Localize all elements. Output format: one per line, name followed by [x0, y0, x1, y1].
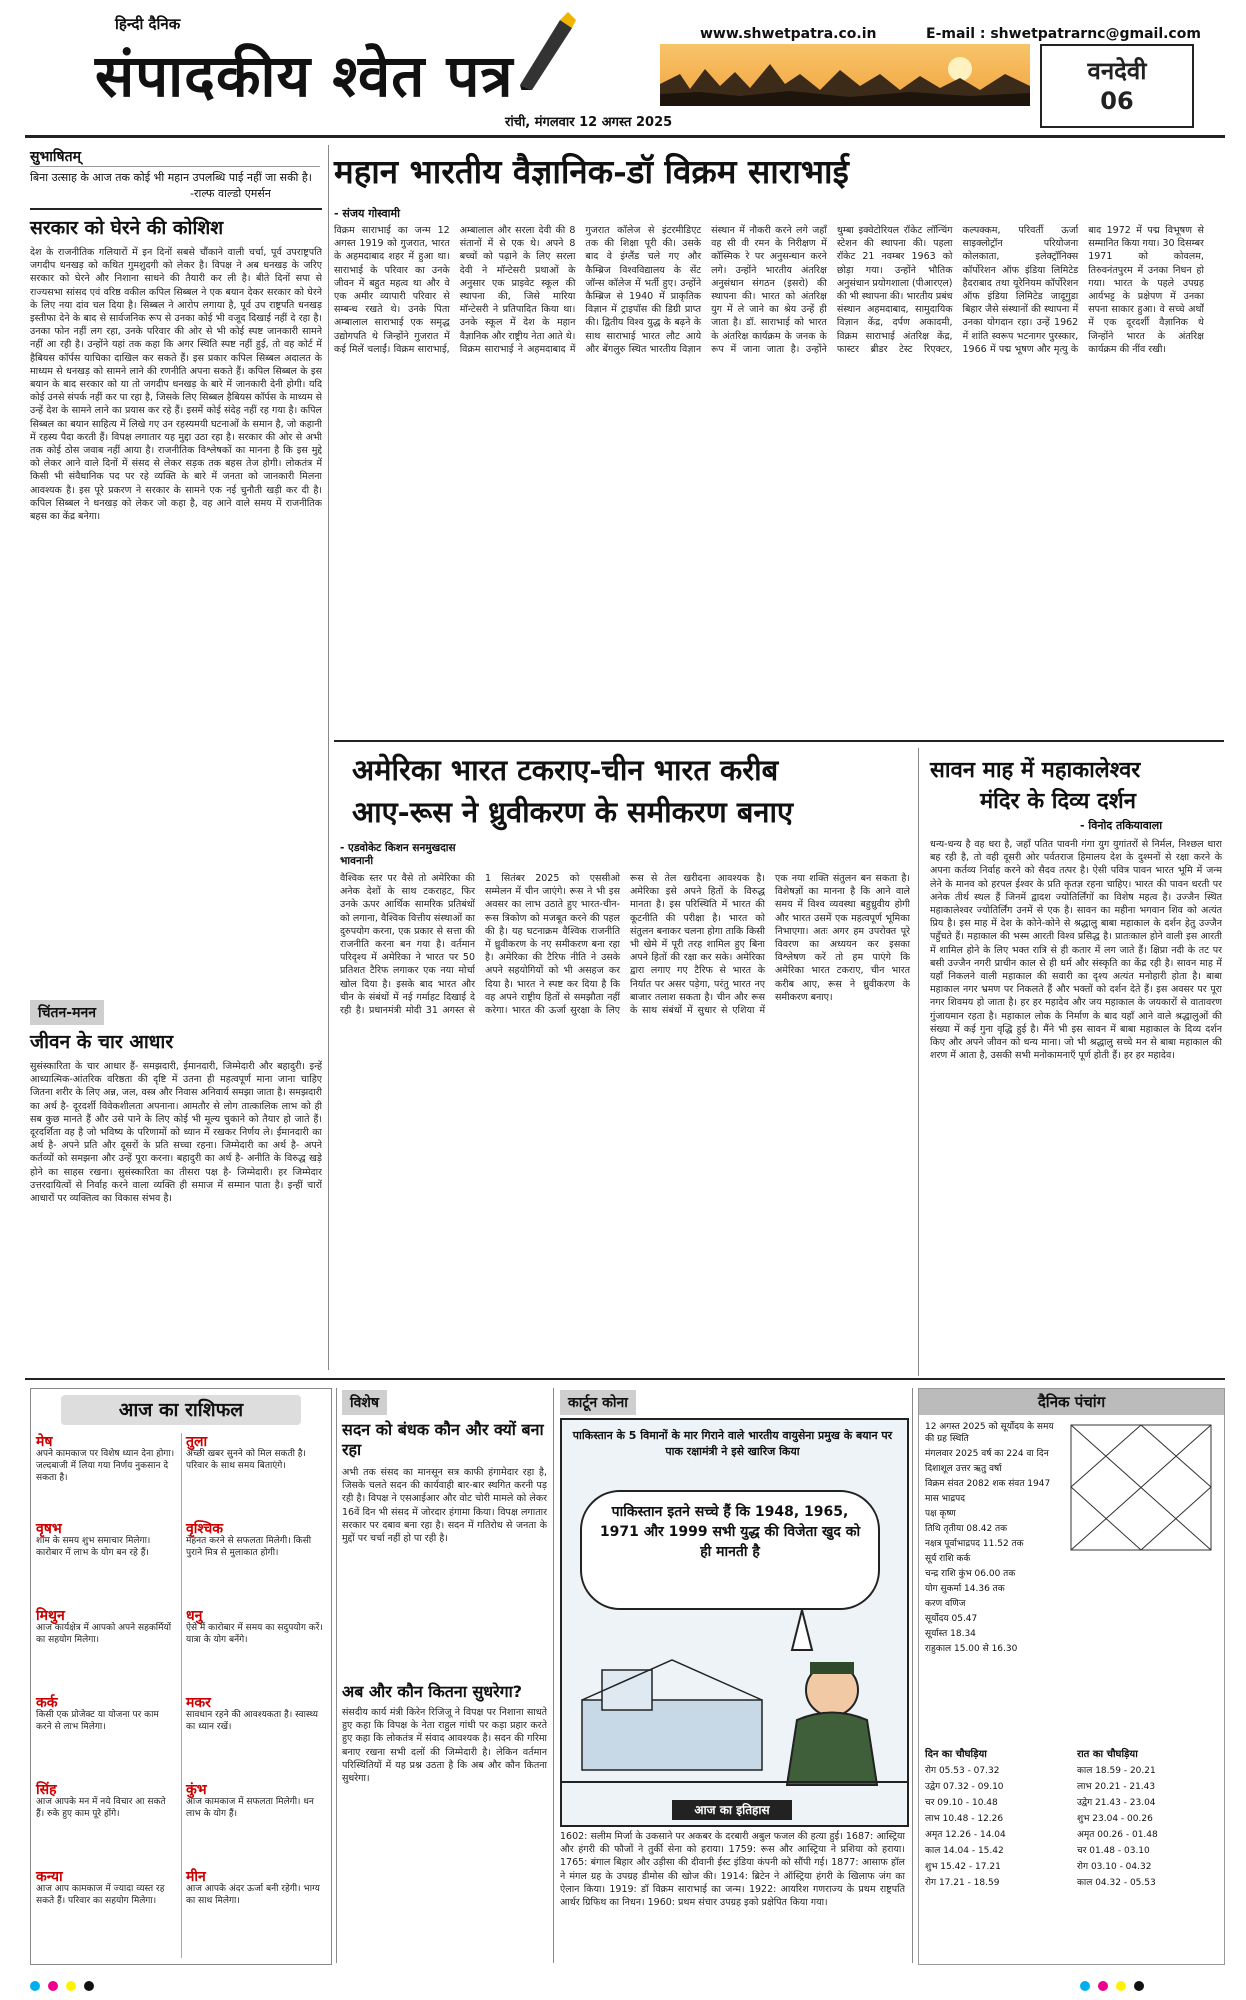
- article-title-jeevan: जीवन के चार आधार: [30, 1031, 174, 1053]
- rashi-name: मीन: [186, 1869, 206, 1885]
- rashi-item: [186, 1436, 326, 1472]
- rashi-name: कर्क: [36, 1695, 58, 1711]
- choghadiya-row: रोग 05.53 - 07.32: [925, 1766, 1000, 1776]
- registration-dot: [48, 1981, 58, 1991]
- subhashit-title: सुभाषितम्: [30, 149, 82, 165]
- page-number: 06: [1100, 87, 1134, 115]
- second-article-byline: - एडवोकेट किशन सनमुखदास भावनानी: [340, 842, 456, 867]
- panchang-line: तिथि तृतीया 08.42 तक: [925, 1524, 1008, 1534]
- rashi-name: मिथुन: [36, 1608, 65, 1624]
- rashi-text: किसी एक प्रोजेक्ट या योजना पर काम करने से लाभ मिलेगा।: [36, 1710, 159, 1732]
- panchang-line: मास भाद्रपद: [925, 1494, 965, 1504]
- panchang-line: योग सुकर्मा 14.36 तक: [925, 1584, 1005, 1594]
- registration-dot: [1098, 1981, 1108, 1991]
- kundli-chart: [1069, 1423, 1214, 1553]
- day-choghadiya-list: [925, 1765, 1070, 1893]
- second-article-title-line1: अमेरिका भारत टकराए-चीन भारत करीब: [352, 753, 779, 787]
- rashi-name: धनु: [186, 1608, 203, 1624]
- rashi-text: आज कार्यक्षेत्र में आपको अपने सहकर्मियों का सहयोग मिलेगा।: [36, 1623, 172, 1645]
- second-article-title-line2: आए-रूस ने ध्रुवीकरण के समीकरण बनाए: [352, 795, 794, 829]
- panchang-line: पक्ष कृष्ण: [925, 1509, 956, 1519]
- rashi-text: आज आप कामकाज में ज्यादा व्यस्त रह सकते हैं। परिवार का सहयोग मिलेगा।: [36, 1884, 165, 1906]
- main-article-title: महान भारतीय वैज्ञानिक-डॉ विक्रम साराभाई: [334, 152, 849, 191]
- subhashit-text: बिना उत्साह के आज तक कोई भी महान उपलब्धि पाई नहीं जा सकी है।: [30, 171, 312, 184]
- column-divider: [912, 1388, 913, 1963]
- registration-dot: [84, 1981, 94, 1991]
- rashi-item: [186, 1610, 326, 1646]
- cartoon-panel: [560, 1418, 909, 1827]
- website-url[interactable]: www.shwetpatra.co.in: [700, 26, 877, 42]
- choghadiya-row: शुभ 15.42 - 17.21: [925, 1862, 1001, 1872]
- rashifal-title: आज का राशिफल: [61, 1395, 301, 1425]
- night-choghadiya-title: रात का चौघड़िया: [1077, 1749, 1138, 1760]
- registration-dot: [1080, 1981, 1090, 1991]
- main-article-body: विक्रम साराभाई का जन्म 12 अगस्त 1919 को गुजरात, भारत के अहमदाबाद शहर में हुआ था। साराभाई के परिवार का उनके जीवन में बहुत महत्व था और वे एक अमीर व्यापारी परिवार से सम्बन्ध रखते थे। उनके पिता अम्बालाल साराभाई एक समृद्ध उद्योगपति थे जिन्होंने गुजरात में कई मिलें चलाईं। विक्रम साराभाई, अम्बालाल और सरला देवी की 8 संतानों में से एक थे। अपने 8 बच्चों को पढ़ाने के लिए सरला देवी ने मॉन्टेसरी प्रथाओं के अनुसार एक प्राइवेट स्कूल की स्थापना की, जिसे मारिया मॉन्टेसरी ने प्रतिपादित किया था। उनके स्कूल में देश के महान वैज्ञानिक और राष्ट्रीय नेता आते थे। विक्रम साराभाई ने अहमदाबाद में गुजरात कॉलेज से इंटरमीडिएट तक की शिक्षा पूरी की। उसके बाद वे इंग्लैंड चले गए और कैम्ब्रिज विश्वविद्यालय के सेंट जॉन्स कॉलेज में भर्ती हुए। उन्होंने कैम्ब्रिज से 1940 में प्राकृतिक विज्ञान में ट्राइपॉस की डिग्री प्राप्त की। द्वितीय विश्व युद्ध के बढ़ने के साथ साराभाई भारत लौट आये और बेंगलुरु स्थित भारतीय विज्ञान संस्थान में नौकरी करने लगे जहाँ वह सी वी रमन के निरीक्षण में कॉस्मिक रे पर अनुसन्धान करने लगे। उन्होंने भारतीय अंतरिक्ष अनुसंधान संगठन (इसरो) की स्थापना की। भारत को अंतरिक्ष युग में ले जाने का श्रेय उन्हें ही जाता है। डॉ. साराभाई को भारत के अंतरिक्ष कार्यक्रम के जनक के रूप में जाना जाता है। उन्होंने थुम्बा इक्वेटोरियल रॉकेट लॉन्चिंग स्टेशन की स्थापना की। पहला रॉकेट 21 नवम्बर 1963 को छोड़ा गया। उन्होंने भौतिक अनुसंधान प्रयोगशाला (पीआरएल) की भी स्थापना की। भारतीय प्रबंध संस्थान अहमदाबाद, सामुदायिक विज्ञान केंद्र, दर्पण अकादमी, विक्रम साराभाई अंतरिक्ष केंद्र, फास्टर ब्रीडर टेस्ट रिएक्टर, कल्पक्कम, परिवर्ती ऊर्जा साइक्लोट्रॉन परियोजना कोलकाता, इलेक्ट्रॉनिक्स कॉर्पोरेशन ऑफ इंडिया लिमिटेड हैदराबाद तथा यूरेनियम कॉर्पोरेशन ऑफ इंडिया लिमिटेड जादूगुडा बिहार जैसे संस्थानों की स्थापना में उनका योगदान रहा। उन्हें 1962 में शांति स्वरूप भटनागर पुरस्कार, 1966 में पद्म भूषण और मृत्यु के बाद 1972 में पद्म विभूषण से सम्मानित किया गया। 30 दिसम्बर 1971 को कोवलम, तिरुवनंतपुरम में उनका निधन हो गया। भारत के पहले उपग्रह आर्यभट्ट के प्रक्षेपण में उनका सपना साकार हुआ। वे सच्चे अर्थों में एक दूरदर्शी वैज्ञानिक थे जिन्होंने भारत के अंतरिक्ष कार्यक्रम की नींव रखी।: [334, 225, 1204, 355]
- panchang-line: सूर्यास्त 18.34: [925, 1629, 976, 1639]
- panchang-line: विक्रम संवत 2082 शक संवत 1947: [925, 1479, 1051, 1489]
- article-body-jeevan: सुसंस्कारिता के चार आधार हैं- समझदारी, ईमानदारी, जिम्मेदारी और बहादुरी। इन्हें आध्यात्मिक-आंतरिक वरिष्ठता की दृष्टि में उतना ही महत्वपूर्ण माना जाना चाहिए जितना शरीर के लिए अन्न, जल, वस्त्र और निवास अनिवार्य समझा जाता है। समझदारी का अर्थ है- दूरदर्शी विवेकशीलता अपनाना। आमतौर से लोग तात्कालिक लाभ को ही सब कुछ मानते हैं और उसे पाने के लिए कोई भी मूल्य चुकाने को तैयार हो जाते हैं। दूरदर्शिता वह है जो भविष्य के परिणामों को ध्यान में रखकर निर्णय ले। ईमानदारी का अर्थ है- अपने प्रति और दूसरों के प्रति सच्चा रहना। जिम्मेदारी का अर्थ है- अपने कर्तव्यों को समझना और उन्हें पूरा करना। बहादुरी का अर्थ है- अनीति के विरुद्ध खड़े होने का साहस रखना। सुसंस्कारिता का तीसरा पक्ष है- जिम्मेदारी। हर जिम्मेदार उत्तरदायित्वों से निर्वाह करने वाला व्यक्ति ही समाज में सम्मान पाता है। इन्हीं चारों आधारों पर व्यक्तित्व का विकास संभव है।: [30, 1061, 322, 1205]
- rashi-item: [186, 1784, 326, 1820]
- divider: [30, 166, 320, 167]
- rashi-item: [186, 1523, 326, 1559]
- panchang-box: [918, 1388, 1225, 1965]
- column-divider: [553, 1388, 554, 1963]
- panchang-line: दिशाशूल उत्तर ऋतु वर्षा: [925, 1464, 1002, 1474]
- rashi-name: कन्या: [36, 1869, 63, 1885]
- choghadiya-row: चर 01.48 - 03.10: [1077, 1846, 1150, 1856]
- divider: [334, 740, 1224, 742]
- column-divider: [336, 1388, 337, 1963]
- rashi-text: अपने कामकाज पर विशेष ध्यान देना होगा। जल्दबाजी में लिया गया निर्णय नुकसान दे सकता है।: [36, 1449, 175, 1483]
- cartoon-drawing: [562, 1610, 907, 1790]
- cartoon-caption: पाकिस्तान के 5 विमानों के मार गिराने वाले भारतीय वायुसेना प्रमुख के बयान पर पाक रक्षामंत्री ने इसे खारिज किया: [572, 1429, 893, 1458]
- divider: [25, 1378, 1225, 1380]
- panchang-line: चन्द्र राशि कुंभ 06.00 तक: [925, 1569, 1016, 1579]
- rashi-item: [36, 1436, 176, 1484]
- main-article-byline: - संजय गोस्वामी: [334, 207, 400, 220]
- rashi-text: आज आपके अंदर ऊर्जा बनी रहेगी। भाग्य का साथ मिलेगा।: [186, 1884, 320, 1906]
- choghadiya-row: चर 09.10 - 10.48: [925, 1798, 998, 1808]
- third-article-title-line1: सावन माह में महाकालेश्वर: [930, 757, 1141, 783]
- panchang-title: दैनिक पंचांग: [919, 1389, 1224, 1415]
- rashi-text: मेहनत करने से सफलता मिलेगी। किसी पुराने मित्र से मुलाकात होगी।: [186, 1536, 312, 1558]
- page-section-name: वनदेवी: [1087, 57, 1147, 85]
- registration-dot: [1134, 1981, 1144, 1991]
- cartoon-speech-bubble: पाकिस्तान इतने सच्चे हैं कि 1948, 1965, 1971 और 1999 सभी युद्ध की विजेता खुद को ही मानती है: [580, 1490, 880, 1610]
- rashi-text: ऐसे में कारोबार में समय का सदुपयोग करें। यात्रा के योग बनेंगे।: [186, 1623, 323, 1645]
- panchang-lines: [925, 1421, 1065, 1658]
- newspaper-tagline: हिन्दी दैनिक: [115, 15, 181, 33]
- choghadiya-row: काल 18.59 - 20.21: [1077, 1766, 1156, 1776]
- choghadiya-row: रोग 17.21 - 18.59: [925, 1878, 1000, 1888]
- panchang-line: मंगलवार 2025 वर्ष का 224 वा दिन: [925, 1449, 1049, 1459]
- vishesh-tab: विशेष: [342, 1390, 387, 1415]
- cartoon-tab: कार्टून कोना: [560, 1390, 636, 1415]
- choghadiya-row: शुभ 23.04 - 00.26: [1077, 1814, 1153, 1824]
- choghadiya-row: काल 04.32 - 05.53: [1077, 1878, 1156, 1888]
- choghadiya-row: अमृत 00.26 - 01.48: [1077, 1830, 1158, 1840]
- choghadiya-row: उद्वेग 21.43 - 23.04: [1077, 1798, 1156, 1808]
- chintan-tab: चिंतन-मनन: [30, 1000, 104, 1025]
- column-divider: [918, 748, 919, 1376]
- registration-dot: [1116, 1981, 1126, 1991]
- vishesh-body2: संसदीय कार्य मंत्री किरेन रिजिजू ने विपक्ष पर निशाना साधते हुए कहा कि विपक्ष के नेता राहुल गांधी पर कड़ा प्रहार करते हुए कहा कि लोकतंत्र में संवाद आवश्यक है। सदन की गरिमा बनाए रखना सभी दलों की जिम्मेदारी है। लेकिन वर्तमान परिस्थितियों में यह प्रश्न उठता है कि अब और कौन कितना सुधरेगा।: [342, 1707, 547, 1785]
- panchang-line: सूर्योदय 05.47: [925, 1614, 978, 1624]
- rashi-name: मेष: [36, 1434, 53, 1450]
- pen-icon: [510, 10, 580, 90]
- rashi-text: अच्छी खबर सुनने को मिल सकती है। परिवार के साथ समय बिताएंगे।: [186, 1449, 306, 1471]
- rashi-name: कुंभ: [186, 1782, 207, 1798]
- rashi-item: [36, 1697, 176, 1733]
- divider: [30, 208, 322, 210]
- third-article-title-line2: मंदिर के दिव्य दर्शन: [980, 788, 1136, 814]
- rashi-item: [186, 1697, 326, 1733]
- night-choghadiya-list: [1077, 1765, 1222, 1893]
- rashi-item: [36, 1610, 176, 1646]
- column-divider: [181, 1433, 182, 1958]
- day-choghadiya-title: दिन का चौघड़िया: [925, 1749, 987, 1760]
- rashi-item: [186, 1871, 326, 1907]
- header-rule: [25, 135, 1225, 138]
- panchang-line: 12 अगस्त 2025 को सूर्योदय के समय की ग्रह स्थिति: [925, 1422, 1054, 1444]
- rashi-item: [36, 1784, 176, 1820]
- rashi-text: शाम के समय शुभ समाचार मिलेगा। कारोबार में लाभ के योग बन रहे हैं।: [36, 1536, 151, 1558]
- email-address[interactable]: E-mail : shwetpatrarnc@gmail.com: [926, 26, 1201, 42]
- rashi-text: सावधान रहने की आवश्यकता है। स्वास्थ्य का ध्यान रखें।: [186, 1710, 318, 1732]
- panchang-line: करण वणिज: [925, 1599, 966, 1609]
- panchang-line: सूर्य राशि कर्क: [925, 1554, 971, 1564]
- registration-dot: [66, 1981, 76, 1991]
- third-article-byline: - विनोद तकियावाला: [1080, 819, 1163, 832]
- article-body-sarkar: देश के राजनीतिक गलियारों में इन दिनों सबसे चौंकाने वाली चर्चा, पूर्व उपराष्ट्रपति जगदीप धनखड़ को कथित गुमशुदगी को लेकर है। विपक्ष ने अब धनखड़ के जरिए सरकार को घेरने और निशाना साधने की तैयारी कर ली है। बीते दिनों सपा से राज्यसभा सांसद एवं वरिष्ठ वकील कपिल सिब्बल ने एक बयान देकर सरकार को घेरने के लिए नया दांव चल दिया है। सिब्बल ने आरोप लगाया है, पूर्व उप राष्ट्रपति धनखड़ इस्तीफा देने के बाद से सार्वजनिक रूप से उनका कोई भी वजूद दिखाई नहीं दे रहा है। उनका फोन नहीं लग रहा, उनके परिवार की ओर से भी कोई स्पष्ट जानकारी सामने नहीं आ रही है। उन्होंने यहां तक कहा कि अगर स्थिति स्पष्ट नहीं हुई, तो वह कोर्ट में हैबियस कॉर्पस याचिका दाखिल कर सकते हैं। इस प्रकार कपिल सिब्बल अदालत के माध्यम से धनखड़ को सामने लाने की रणनीति अपना सकते हैं। कपिल सिब्बल के इस बयान के बाद सरकार को या तो जगदीप धनखड़ के बारे में जानकारी देनी होगी। यदि कोई उनसे संपर्क नहीं कर पा रहा है, जिसके लिए सिब्बल हैबियस कॉर्पस के माध्यम से उन्हें देश के सामने लाने का प्रयास कर रहे हैं। इसमें कोई संदेह नहीं रह गया है। कपिल सिब्बल का बयान साहित्य में लिखे गए उन रहस्यमयी घटनाओं के समान है, जो कहानी में रहस्य पैदा करती हैं। विपक्ष लगातार यह मुद्दा उठा रहा है। सरकार की ओर से अभी तक कोई ठोस जवाब नहीं आया है। राजनीतिक विश्लेषकों का मानना है कि इस मुद्दे को लेकर आने वाले दिनों में संसद से लेकर सड़क तक बहस तेज होगी। लोकतंत्र में किसी भी संवैधानिक पद पर रहे व्यक्ति के बारे में जनता को जानकारी मिलना आवश्यक है। इस पूरे प्रकरण ने सरकार के सामने एक नई चुनौती खड़ी कर दी है। कपिल सिब्बल ने धनखड़ को लेकर जो कहा है, वह आने वाले समय में राजनीतिक बहस का केंद्र बनेगा।: [30, 247, 322, 523]
- rashi-text: आज आपके मन में नये विचार आ सकते हैं। रुके हुए काम पूरे होंगे।: [36, 1797, 166, 1819]
- vishesh-body1: अभी तक संसद का मानसून सत्र काफी हंगामेदार रहा है, जिसके चलते सदन की कार्यवाही बार-बार स्थगित करनी पड़ रही है। विपक्ष ने एसआईआर और वोट चोरी मामले को लेकर 16वें दिन भी संसद में जोरदार हंगामा किया। विपक्ष लगातार सरकार पर दबाव बना रहा है। सदन में गतिरोध से जनता के मुद्दों पर चर्चा नहीं हो पा रही है।: [342, 1467, 547, 1545]
- panchang-line: नक्षत्र पूर्वाभाद्रपद 11.52 तक: [925, 1539, 1024, 1549]
- panchang-line: राहुकाल 15.00 से 16.30: [925, 1644, 1018, 1654]
- rashi-name: वृषभ: [36, 1521, 62, 1537]
- choghadiya-row: लाभ 20.21 - 21.43: [1077, 1782, 1156, 1792]
- rashi-item: [36, 1871, 176, 1907]
- subhashit-author: -राल्फ वाल्डो एमर्सन: [190, 187, 271, 200]
- rashi-name: सिंह: [36, 1782, 57, 1798]
- history-label: आज का इतिहास: [672, 1800, 792, 1820]
- third-article-body: धन्य-धन्य है वह धरा है, जहाँ पतित पावनी गंगा युग युगांतरों से निर्मल, निश्छल धारा बह रही है, तो वही दूसरी ओर पर्वतराज हिमालय देश के दुश्मनों से रक्षा करने के अपना कर्तव्य निर्वाह करने को सैदव तत्पर है। ऐसी पवित्र पावन भारत भूमि में जन्म लेने के मानव को हरपल ईश्वर के प्रति कृतज्ञ रहना चाहिए। भारत की पावन धरती पर अनेक तीर्थ स्थल हैं जिनमें द्वादश ज्योतिर्लिंगों का विशेष महत्व है। उज्जैन स्थित महाकालेश्वर ज्योतिर्लिंग उनमें से एक है। सावन का महीना भगवान शिव को अत्यंत प्रिय है। इस माह में देश के कोने-कोने से श्रद्धालु बाबा महाकाल के दर्शन हेतु उज्जैन पहुँचते हैं। महाकाल की भस्म आरती विश्व प्रसिद्ध है। प्रातःकाल होने वाली इस आरती में शामिल होने के लिए भक्त रात्रि से ही कतार में लग जाते हैं। क्षिप्रा नदी के तट पर बसी उज्जैन नगरी प्राचीन काल से ही धर्म और संस्कृति का केंद्र रही है। सावन माह में यहाँ निकलने वाली महाकाल की सवारी का दृश्य अत्यंत मनोहारी होता है। बाबा महाकाल नगर भ्रमण पर निकलते हैं और भक्तों को दर्शन देते हैं। इस अवसर पर पूरा नगर शिवमय हो जाता है। हर हर महादेव और जय महाकाल के जयकारों से वातावरण गुंजायमान रहता है। महाकाल लोक के निर्माण के बाद यहाँ आने वाले श्रद्धालुओं की संख्या में कई गुना वृद्धि हुई है। मैंने भी इस सावन में बाबा महाकाल के दिव्य दर्शन किए और अपने जीवन को धन्य माना। जो भी श्रद्धालु सच्चे मन से बाबा महाकाल की शरण में आता है, उसकी सभी मनोकामनाएँ पूर्ण होती हैं। हर हर महादेव।: [930, 839, 1222, 1062]
- choghadiya-row: काल 14.04 - 15.42: [925, 1846, 1004, 1856]
- vishesh-title2: अब और कौन कितना सुधरेगा?: [342, 1682, 523, 1701]
- article-title-sarkar: सरकार को घेरने की कोशिश: [30, 217, 224, 239]
- column-divider: [328, 145, 329, 1370]
- rashi-name: तुला: [186, 1434, 208, 1450]
- registration-dot: [30, 1981, 40, 1991]
- dateline: रांची, मंगलवार 12 अगस्त 2025: [505, 115, 673, 130]
- rashi-item: [36, 1523, 176, 1559]
- registration-marks: [1080, 1976, 1152, 1995]
- page-section-box: [1040, 44, 1194, 128]
- history-text: 1602: सलीम मिर्जा के उकसाने पर अकबर के दरबारी अबुल फजल की हत्या हुई। 1687: आस्ट्रिया और हंगरी की फौजों ने तुर्की सेना को हराया। 1759: रूस और आस्ट्रिया ने प्रशिया को हराया। 1765: बंगाल बिहार और उड़ीसा की दीवानी ईस्ट इंडिया कंपनी को सौंपी गई। 1877: आसाफ हॉल ने मंगल ग्रह के उपग्रह डीमोस की खोज की। 1914: ब्रिटेन ने ऑस्ट्रिया हंगरी के खिलाफ जंग का ऐलान किया। 1919: डॉ विक्रम साराभाई का जन्म। 1922: आयरिश गणराज्य के प्रथम राष्ट्रपति आर्थर ग्रिफिथ का निधन। 1960: प्रथम संचार उपग्रह इको प्रक्षेपित किया गया।: [560, 1831, 905, 1909]
- forest-banner: [660, 44, 1030, 106]
- second-article-body: वैश्विक स्तर पर वैसे तो अमेरिका की अनेक देशों के साथ टकराहट, फिर उनके ऊपर आर्थिक सामरिक प्रतिबंधों को लगाना, वैश्विक वित्तीय संस्थाओं का दुरुपयोग करना, एक प्रकार से सत्ता की राजनीति करना बन गया है। वर्तमान परिदृश्य में अमेरिका ने भारत पर 50 प्रतिशत टैरिफ लगाकर एक नया मोर्चा खोल दिया है। इसके बाद भारत और चीन के संबंधों में नई गर्माहट दिखाई दे रही है। प्रधानमंत्री मोदी 31 अगस्त से 1 सितंबर 2025 को एससीओ सम्मेलन में चीन जाएंगे। रूस ने भी इस अवसर का लाभ उठाते हुए भारत-चीन-रूस त्रिकोण को मजबूत करने की पहल की है। यह घटनाक्रम वैश्विक राजनीति में ध्रुवीकरण के नए समीकरण बना रहा है। अमेरिका की टैरिफ नीति ने उसके अपने सहयोगियों को भी असहज कर दिया है। भारत ने स्पष्ट कर दिया है कि वह अपने राष्ट्रीय हितों से समझौता नहीं करेगा। भारत की ऊर्जा सुरक्षा के लिए रूस से तेल खरीदना आवश्यक है। अमेरिका इसे अपने हितों के विरुद्ध मानता है। इस परिस्थिति में भारत की कूटनीति की परीक्षा है। भारत को संतुलन बनाकर चलना होगा ताकि किसी भी खेमे में पूरी तरह शामिल हुए बिना अपने हितों की रक्षा कर सके। अमेरिका द्वारा लगाए गए टैरिफ से भारत के निर्यात पर असर पड़ेगा, परंतु भारत नए बाजार तलाश सकता है। चीन और रूस के साथ संबंधों में सुधार से एशिया में एक नया शक्ति संतुलन बन सकता है। विशेषज्ञों का मानना है कि आने वाले समय में विश्व व्यवस्था बहुध्रुवीय होगी और भारत उसमें एक महत्वपूर्ण भूमिका निभाएगा। अतः अगर हम उपरोक्त पूरे विवरण का अध्ययन कर इसका विश्लेषण करें तो हम पाएंगे कि अमेरिका भारत टकराए, चीन भारत करीब आए, रूस ने ध्रुवीकरण के समीकरण बनाए।: [340, 873, 910, 1017]
- rashi-name: वृश्चिक: [186, 1521, 224, 1537]
- choghadiya-row: अमृत 12.26 - 14.04: [925, 1830, 1006, 1840]
- choghadiya-row: लाभ 10.48 - 12.26: [925, 1814, 1004, 1824]
- registration-marks: [30, 1976, 102, 1995]
- vishesh-title1: सदन को बंधक कौन और क्यों बना रहा: [342, 1420, 544, 1459]
- choghadiya-row: रोग 03.10 - 04.32: [1077, 1862, 1152, 1872]
- choghadiya-row: उद्वेग 07.32 - 09.10: [925, 1782, 1004, 1792]
- newspaper-title: संपादकीय श्वेत पत्र: [95, 42, 514, 110]
- rashi-name: मकर: [186, 1695, 211, 1711]
- rashi-text: आज कामकाज में सफलता मिलेगी। धन लाभ के योग हैं।: [186, 1797, 314, 1819]
